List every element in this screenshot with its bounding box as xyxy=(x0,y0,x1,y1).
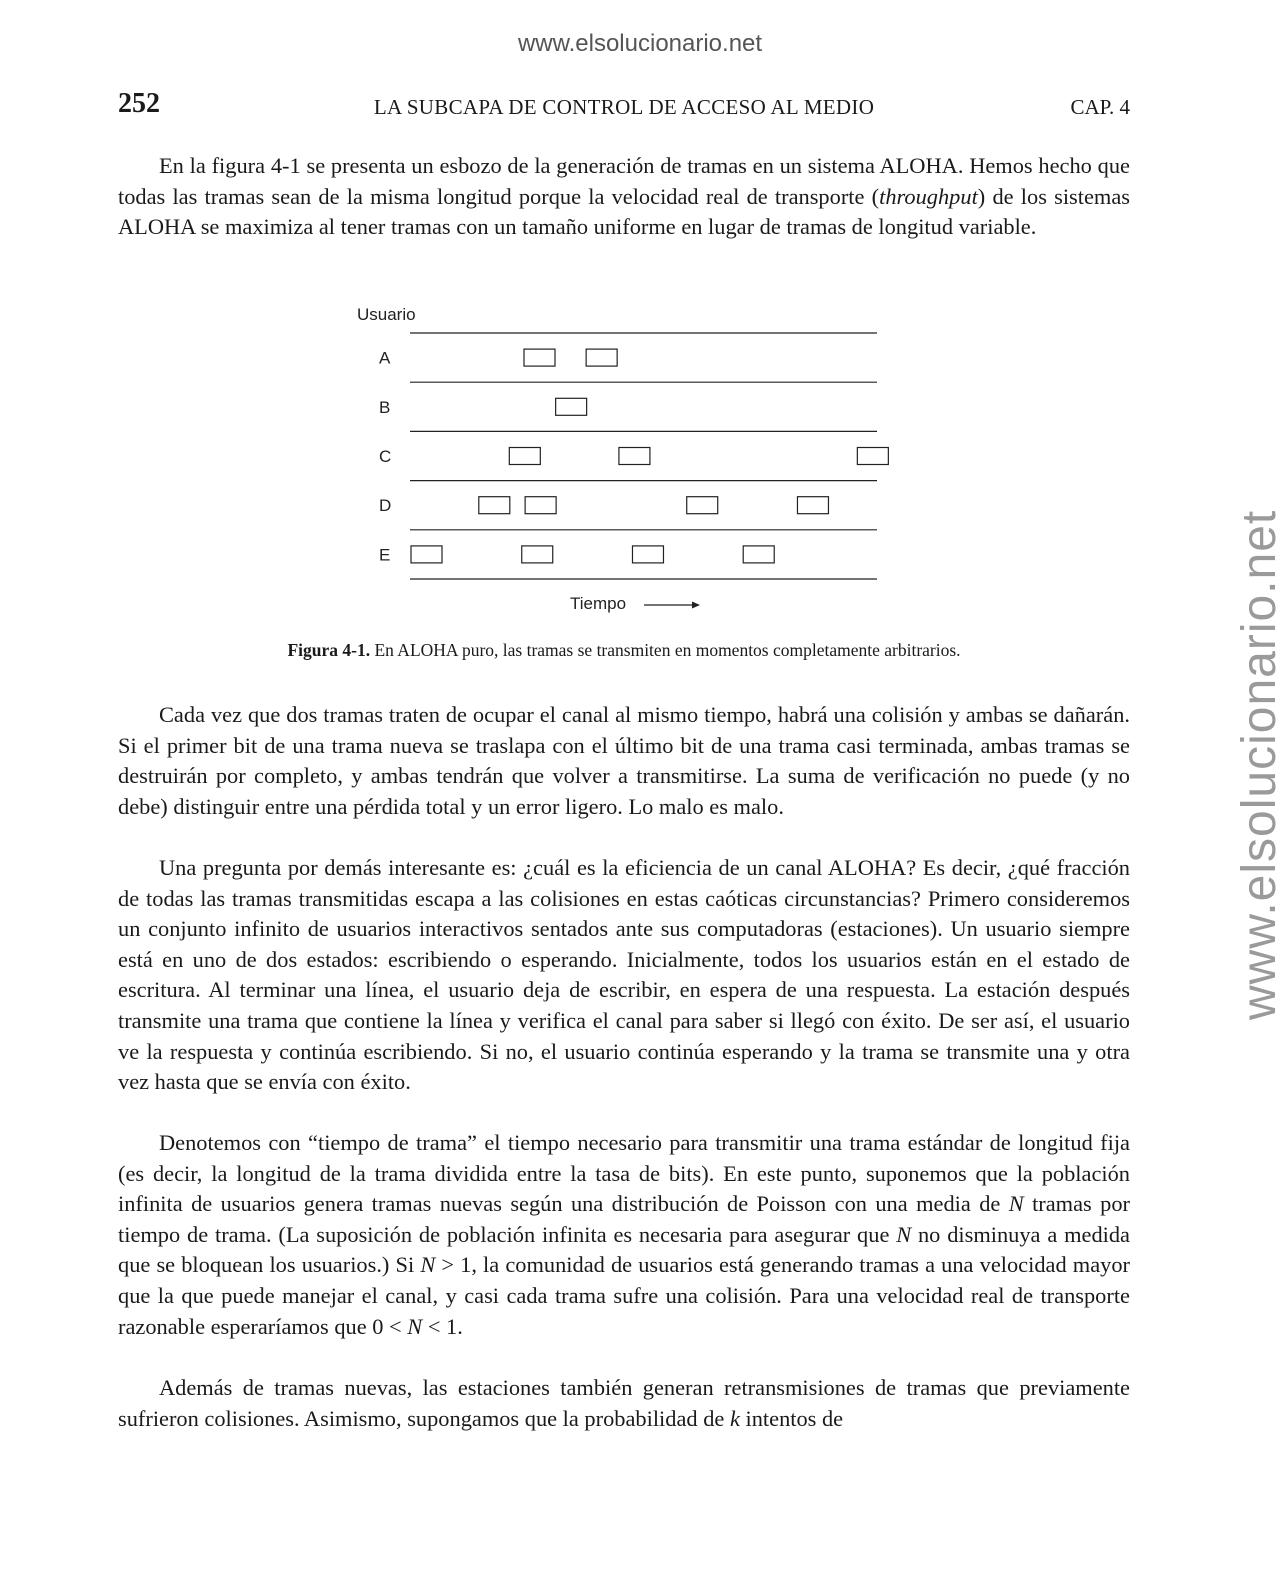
watermark-url-top: www.elsolucionario.net xyxy=(517,30,763,57)
italic-run: N xyxy=(407,1313,423,1339)
italic-run: k xyxy=(729,1405,740,1431)
frame-c-1 xyxy=(509,448,540,465)
frame-c-3 xyxy=(857,448,888,465)
time-axis-label: Tiempo xyxy=(570,594,627,613)
frame-b-1 xyxy=(556,398,587,415)
paragraph-frame-time xyxy=(118,1128,1130,1342)
page-header xyxy=(118,88,1130,124)
frame-d-3 xyxy=(687,497,718,514)
paragraph-retransmissions xyxy=(118,1373,1130,1434)
paragraph-efficiency xyxy=(118,853,1130,1098)
user-rows xyxy=(379,333,888,579)
frame-e-2 xyxy=(522,546,553,563)
frame-a-1 xyxy=(524,349,555,366)
frame-d-2 xyxy=(525,497,556,514)
italic-run: N xyxy=(1008,1191,1024,1217)
text-run: Cada vez que dos tramas traten de ocupar el canal al mismo tiempo, habrá una colisión y ambas se dañarán. Si el primer bit de una trama nueva se traslapa con el último bit de una trama casi terminada, ambas tramas se destruirán por completo, y ambas tendrán que volver a transmitirse. La suma de verificación no puede (y no debe) distinguir entre una pérdida total y un error ligero. Lo malo es malo. xyxy=(118,702,1130,819)
user-axis-label: Usuario xyxy=(357,305,416,324)
user-label-c: C xyxy=(379,447,392,466)
frame-d-1 xyxy=(479,497,510,514)
user-label-a: A xyxy=(379,348,391,368)
italic-run: throughput xyxy=(879,183,978,209)
aloha-diagram xyxy=(340,296,900,622)
paragraph-intro xyxy=(118,151,1130,243)
frame-a-2 xyxy=(586,349,617,366)
italic-run: N xyxy=(420,1252,436,1278)
page-number: 252 xyxy=(118,88,160,119)
time-arrow-icon xyxy=(644,602,700,609)
italic-run: N xyxy=(896,1221,912,1247)
text-run: Denotemos con “tiempo de trama” el tiempo necesario para transmitir una trama estándar de longitud fija (es decir, la longitud de la trama dividida entre la tasa de bits). En este punto, suponemos que la población infinita de usuarios genera tramas nuevas según una distribución de Poisson con una media de xyxy=(118,1130,1130,1217)
frame-e-4 xyxy=(743,546,774,563)
running-title: LA SUBCAPA DE CONTROL DE ACCESO AL MEDIO xyxy=(373,95,875,119)
frame-c-2 xyxy=(619,448,650,465)
frame-e-3 xyxy=(632,546,663,563)
figure-caption-text: En ALOHA puro, las tramas se transmiten en momentos completamente arbitrarios. xyxy=(374,640,961,660)
user-label-b: B xyxy=(379,397,391,417)
text-run: > 1, la comunidad de usuarios está generando tramas a una velocidad mayor que la que puede manejar el canal, y casi cada trama sufre una colisión. Para una velocidad real de transporte razonable esperaríamos que 0 < xyxy=(118,1252,1130,1339)
frame-d-4 xyxy=(797,497,828,514)
text-run: tramas por tiempo de trama. (La suposición de población infinita es necesaria para asegurar que xyxy=(118,1191,1130,1247)
user-label-d: D xyxy=(379,496,392,516)
text-run: ) de los sistemas ALOHA se maximiza al tener tramas con un tamaño uniforme en lugar de tramas de longitud variable. xyxy=(118,183,1130,240)
frame-e-1 xyxy=(411,546,442,563)
paragraph-collision xyxy=(118,700,1130,822)
text-run: < 1. xyxy=(422,1313,463,1339)
watermark-url-side: www.elsolucionario.net xyxy=(1233,509,1286,1020)
figure-aloha-timing xyxy=(340,296,900,622)
user-label-e: E xyxy=(379,545,391,565)
text-run: Además de tramas nuevas, las estaciones también generan retransmisiones de tramas que previamente sufrieron colisiones. Asimismo, supongamos que la probabilidad de xyxy=(118,1375,1130,1431)
text-run: intentos de xyxy=(739,1405,844,1431)
text-run: En la figura 4-1 se presenta un esbozo de la generación de tramas en un sistema ALOHA. Hemos hecho que todas las tramas sean de la misma longitud porque la velocidad real de transporte ( xyxy=(118,153,1130,209)
chapter-label: CAP. 4 xyxy=(1070,95,1130,119)
figure-caption xyxy=(0,640,1248,661)
text-run: Una pregunta por demás interesante es: ¿cuál es la eficiencia de un canal ALOHA? Es decir, ¿qué fracción de todas las tramas transmitidas escapa a las colisiones en estas caóticas circunstancias? Primero consideremos un conjunto infinito de usuarios interactivos sentados ante sus computadoras (estaciones). Un usuario siempre está en uno de dos estados: escribiendo o esperando. Inicialmente, todos los usuarios están en el estado de escritura. Al terminar una línea, el usuario deja de escribir, en espera de una respuesta. La estación después transmite una trama que contiene la línea y verifica el canal para saber si llegó con éxito. De ser así, el usuario ve la respuesta y continúa escribiendo. Si no, el usuario continúa esperando y la trama se transmite una y otra vez hasta que se envía con éxito. xyxy=(118,855,1130,1095)
figure-caption-label: Figura 4-1. xyxy=(287,640,371,660)
text-run: no disminuya a medida que se bloquean los usuarios.) Si xyxy=(118,1221,1130,1278)
